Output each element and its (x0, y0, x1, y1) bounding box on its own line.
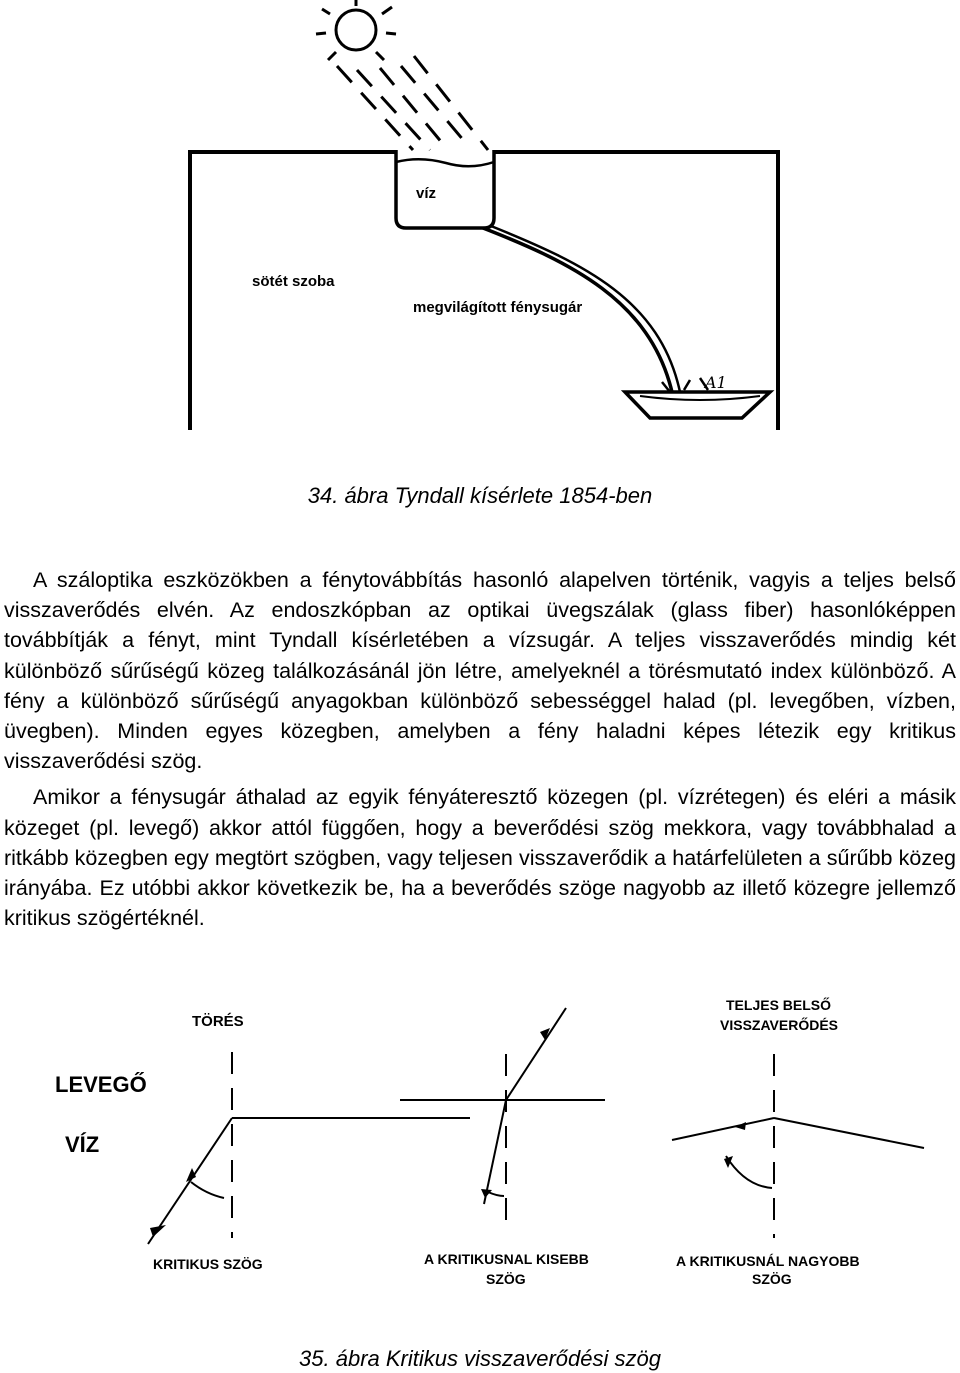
paragraph: Amikor a fénysugár áthalad az egyik fényáteresztő közegen (pl. vízrétegen) és eléri a másik közeget (pl. levegő) akkor attól függően, hogy a beverődési szög mekkora, vagy továbbhalad a ritkább közegben egy megtört szögben, vagy teljesen visszaverődik a határfelületen a sűrűbb közeg irányába. Ez utóbbi akkor következik be, ha a beverődés szöge nagyobb az illető közegre jellemző kritikus szögértéknél. (4, 785, 956, 931)
reflected-ray (774, 1118, 924, 1148)
tyndall-experiment-drawing (0, 0, 960, 460)
water-label: víz (416, 185, 437, 202)
handwriting-label: A1 (705, 373, 727, 392)
critical-angle-figure (0, 970, 960, 1310)
smaller-angle-label-line1: A KRITIKUSNAL KISEBB (424, 1251, 589, 1267)
larger-angle-label-line1: A KRITIKUSNÁL NAGYOBB (676, 1253, 860, 1269)
sun-icon (316, 0, 396, 60)
dark-room-label: sötét szoba (252, 273, 335, 290)
tyndall-experiment-figure (0, 0, 960, 460)
tir-label-line2: VISSZAVERŐDÉS (720, 1017, 838, 1033)
larger-angle-label-line2: SZÖG (752, 1271, 792, 1287)
normal-lines (232, 1052, 774, 1238)
dark-room-walls (190, 152, 778, 430)
refraction-panel (400, 1008, 605, 1204)
critical-angle-panel (148, 1118, 470, 1244)
smaller-angle-label-line2: SZÖG (486, 1271, 526, 1287)
incident-ray (148, 1118, 232, 1244)
water-tank (396, 150, 494, 228)
body-text (4, 565, 956, 933)
paragraph: A száloptika eszközökben a fénytovábbítás hasonló alapelven történik, vagyis a teljes belső visszaverődés elvén. Az endoszkópban az optikai üvegszálak (glass fiber) hasonlóképpen továbbítják a fényt, mint Tyndall kísérletében a vízsugár. A teljes visszaverődés mindig két különböző sűrűségű közeg találkozásánál jön létre, amelyeknél a törésmutató index különböző. A fény a különböző sűrűségű anyagokban különböző sebességgel halad (pl. levegőben, vízben, üvegben). Minden egyes közegben, amelyben a fény haladni képes létezik egy kritikus visszaverődési szög. (4, 568, 956, 774)
incident-ray (672, 1118, 774, 1140)
figure2-caption: 35. ábra Kritikus visszaverődési szög (299, 1346, 661, 1371)
critical-angle-diagram (0, 970, 960, 1310)
refracted-ray (506, 1008, 566, 1100)
incident-ray (484, 1100, 506, 1204)
water-label: VÍZ (65, 1132, 100, 1157)
basin (625, 378, 770, 418)
angle-arc (488, 1192, 504, 1196)
refraction-label: TÖRÉS (192, 1013, 244, 1030)
arrow-icon (150, 1225, 166, 1237)
air-label: LEVEGŐ (55, 1072, 147, 1097)
sunlight-rays (337, 56, 488, 150)
figure1-caption: 34. ábra Tyndall kísérlete 1854-ben (307, 483, 653, 508)
critical-angle-label: KRITIKUS SZÖG (153, 1256, 263, 1272)
tir-label-line1: TELJES BELSŐ (726, 997, 832, 1013)
light-beam-label: megvilágított fénysugár (413, 299, 583, 316)
arrow-icon (724, 1156, 733, 1168)
angle-arc (191, 1182, 224, 1198)
angle-arc (726, 1156, 772, 1188)
total-reflection-panel (672, 1118, 924, 1188)
